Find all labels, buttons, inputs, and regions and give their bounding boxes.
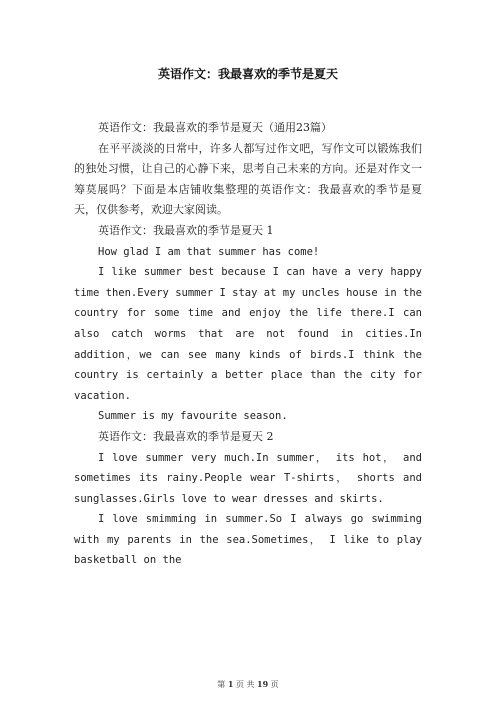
section-heading-2: 英语作文：我最喜欢的季节是夏天 2 <box>98 429 274 443</box>
page-footer <box>0 679 496 690</box>
footer-middle: 页 共 <box>235 680 255 689</box>
essay-1-closing: Summer is my favourite season. <box>98 410 288 423</box>
essay-1-opening: How glad I am that summer has come! <box>98 245 320 258</box>
essay-1-body: I like summer best because I can have a very happy time then.Every summer I stay at my uncles house in the country for some time and enjoy the life there.I can also catch worms that are not found in cities.In addition，we can see many kinds of birds.I think the country is certainly a better place than the city for vacation. <box>74 266 422 402</box>
footer-suffix: 页 <box>270 680 279 689</box>
footer-page-number: 1 <box>227 679 234 689</box>
document-body <box>74 118 422 571</box>
section-heading-1: 英语作文：我最喜欢的季节是夏天 1 <box>98 223 274 237</box>
essay-2-paragraph-2: I love smimming in summer.So I always go swimming with my parents in the sea.Sometimes， I like to play basketball on the <box>74 513 422 567</box>
subtitle-paragraph: 英语作文：我最喜欢的季节是夏天（通用23篇） <box>98 121 332 134</box>
footer-total-pages: 19 <box>257 679 269 689</box>
essay-2-paragraph-1: I love summer very much.In summer， its hot， and sometimes its rainy.People wear T-shirts， shorts and sunglasses.Girls love to wear dresses and skirts. <box>74 451 422 505</box>
footer-prefix: 第 <box>217 680 226 689</box>
intro-paragraph: 在平平淡淡的日常中，许多人都写过作文吧，写作文可以锻炼我们的独处习惯，让自己的心静下来，思考自己未来的方向。还是对作文一筹莫展吗？下面是本店铺收集整理的英语作文：我最喜欢的季节是夏天，仅供参考，欢迎大家阅读。 <box>74 141 422 217</box>
document-title: 英语作文：我最喜欢的季节是夏天 <box>157 67 338 81</box>
